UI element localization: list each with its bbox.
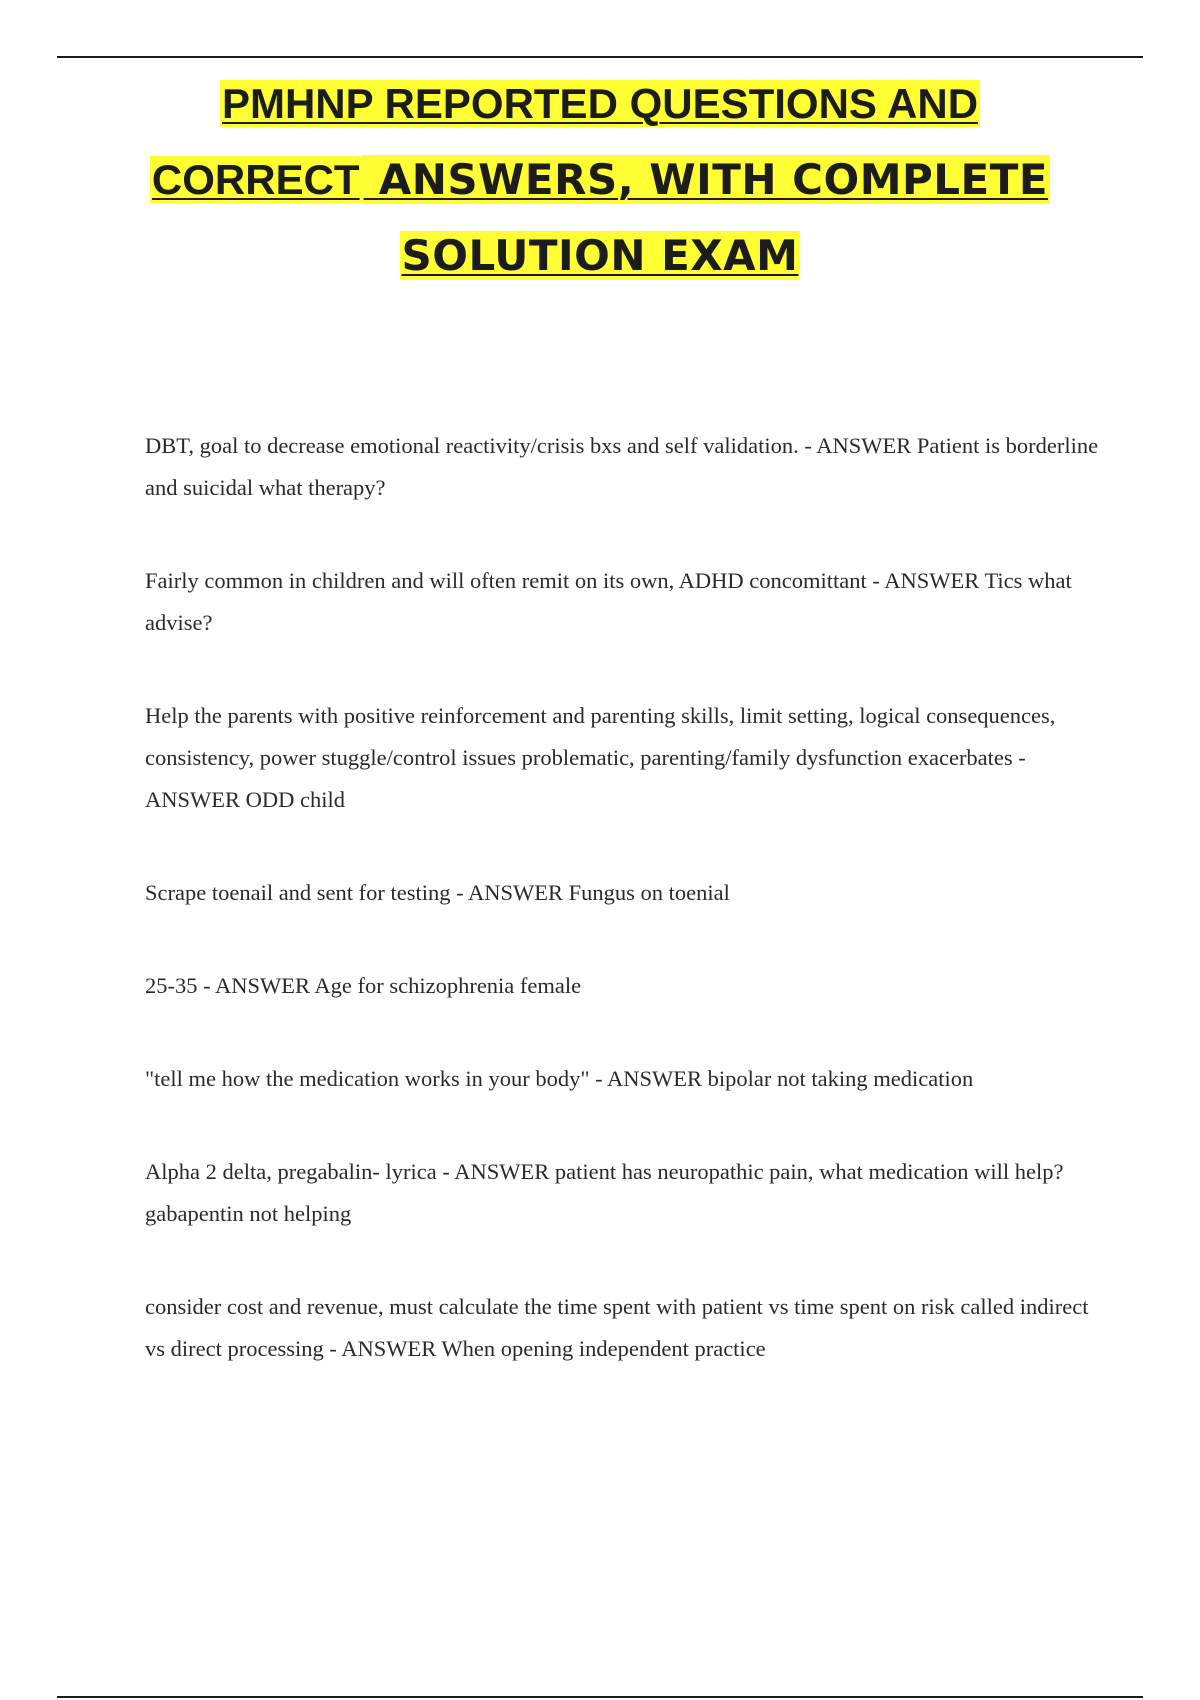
- qa-item-2: Fairly common in children and will often remit on its own, ADHD concomittant - ANSWER Tics what advise?: [145, 568, 1072, 635]
- qa-item-3: Help the parents with positive reinforcement and parenting skills, limit setting, logical consequences, consistency, power stuggle/control issues problematic, parenting/family dysfunction exacerbates - ANSWER ODD child: [145, 703, 1056, 812]
- document-title: [60, 66, 1140, 294]
- title-line-3: SOLUTION EXAM: [401, 231, 799, 280]
- qa-item-7: Alpha 2 delta, pregabalin- lyrica - ANSWER patient has neuropathic pain, what medication will help? gabapentin not helping: [145, 1159, 1064, 1226]
- qa-item-8: consider cost and revenue, must calculate the time spent with patient vs time spent on risk called indirect vs direct processing - ANSWER When opening independent practice: [145, 1294, 1089, 1361]
- title-line-2b: ANSWERS, WITH COMPLETE: [362, 155, 1051, 204]
- qa-item-4: Scrape toenail and sent for testing - ANSWER Fungus on toenial: [145, 880, 730, 905]
- qa-item-1: DBT, goal to decrease emotional reactivity/crisis bxs and self validation. - ANSWER Patient is borderline and suicidal what therapy?: [145, 433, 1099, 500]
- title-line-1: PMHNP REPORTED QUESTIONS AND: [221, 80, 979, 127]
- qa-list: [145, 425, 1105, 1421]
- qa-item-5: 25-35 - ANSWER Age for schizophrenia female: [145, 973, 582, 998]
- title-line-2a: CORRECT: [151, 156, 360, 203]
- qa-item-6: "tell me how the medication works in your body" - ANSWER bipolar not taking medication: [145, 1066, 974, 1091]
- top-rule: [57, 56, 1143, 58]
- bottom-rule: [57, 1696, 1143, 1698]
